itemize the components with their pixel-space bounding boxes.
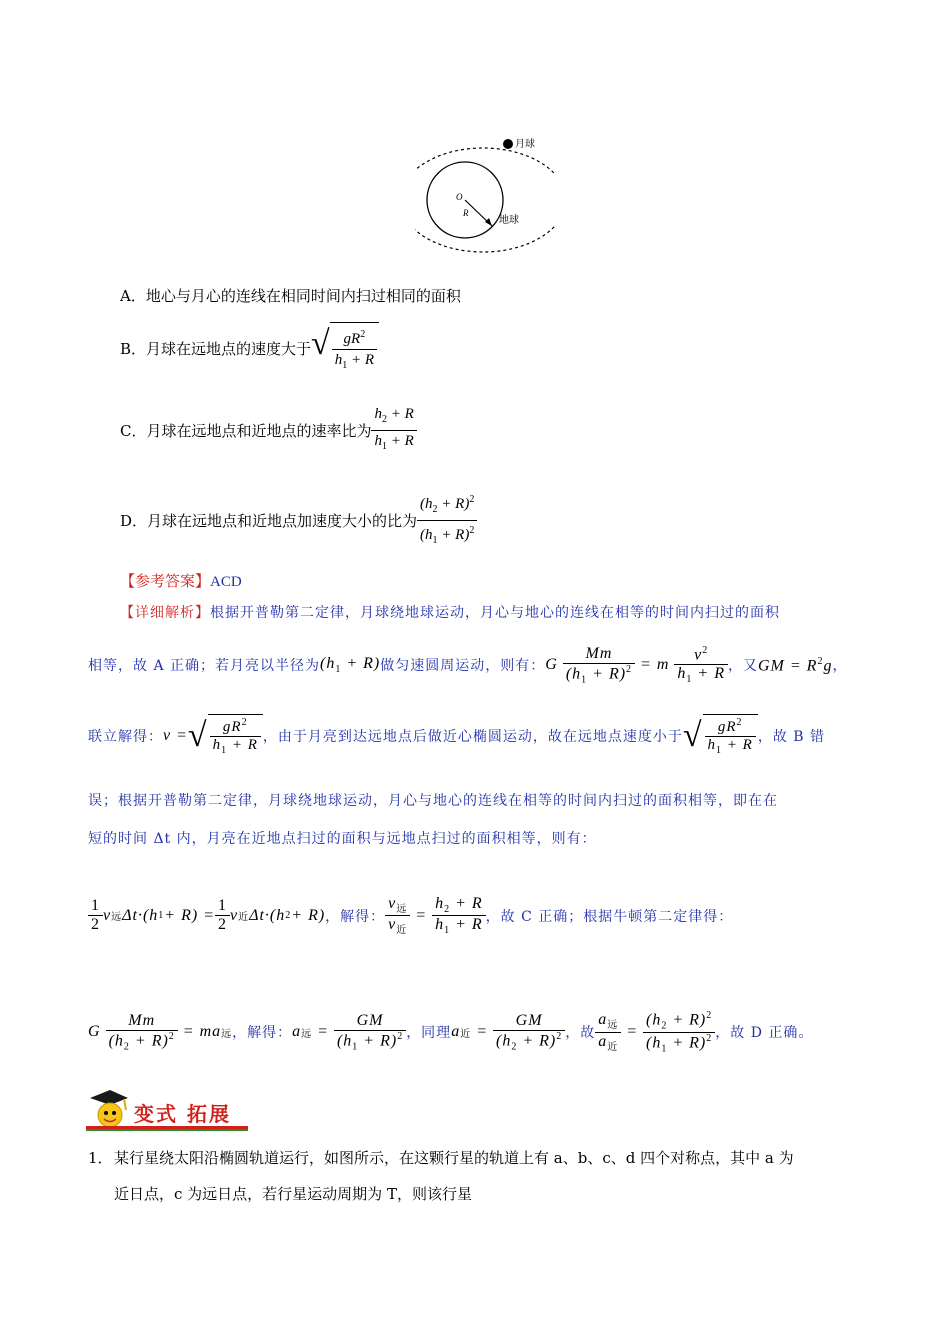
explanation-line-4: 误；根据开普勒第二定律，月球绕地球运动，月心与地心的连线在相等的时间内扫过的面积相等，即在在 xyxy=(88,793,778,809)
orbit-figure xyxy=(415,130,555,255)
option-b-text: B．月球在远地点的速度大于 xyxy=(120,340,312,358)
option-a: A．地心与月心的连线在相同时间内扫过相同的面积 xyxy=(120,287,461,305)
equation-line-2: G $\frac{Mm}{(h_2 + R)^2}$ = ma 远 ，解得： a 远 = $\frac{GM}{(h_1 + R)^2}$ ，同理 a 近 = $\frac{GM}{(h_2 + R)^2}$ ，故 $\frac{a_远}{a_近}$ = $\frac{(h_2 + R)^2}{(h_1 + R)^2}$ ，故 D 正确。 xyxy=(88,1010,814,1055)
explanation-label: 【详细解析】 xyxy=(120,605,210,621)
explanation-line-2: 相等，故 A 正确；若月亮以半径为 $(h_1 + R)$ 做匀速圆周运动，则有： G $\frac{Mm}{(h_1 + R)^2}$ = m $\frac{v^2}{h_1 + R}$ ，又 GM = $R^2g$ ， xyxy=(88,645,848,686)
explanation-line-3: 联立解得： v = √ $\frac{gR^2}{h_1 + R}$ ，由于月亮到达远地点后做近心椭圆运动，故在远地点速度小于 √ $\frac{gR^2}{h_1 + R}$ ，故 B 错 xyxy=(88,714,825,758)
section-title: 变式 拓展 xyxy=(134,1102,231,1126)
section-header xyxy=(86,1088,250,1134)
figure-earth-label: 地球 xyxy=(499,215,519,226)
answer-value: ACD xyxy=(210,574,242,590)
figure-radius-label: R xyxy=(463,208,469,218)
option-b xyxy=(120,322,379,376)
answer-label: 【参考答案】 xyxy=(120,572,211,590)
question-line-1: 某行星绕太阳沿椭圆轨道运行，如图所示，在这颗行星的轨道上有 a、b、c、d 四个对称点，其中 a 为 xyxy=(114,1149,794,1167)
option-c xyxy=(120,404,417,457)
option-d xyxy=(120,490,477,551)
option-d-text: D．月球在远地点和近地点加速度大小的比为 xyxy=(120,511,418,530)
option-d-formula: $\frac{(h_2 + R)^2}{(h_1 + R)^2}$ xyxy=(417,490,477,551)
option-c-formula: $\frac{h_2 + R}{h_1 + R}$ xyxy=(371,404,416,457)
section-underline-green xyxy=(86,1129,248,1131)
explanation-line-1: 【详细解析】根据开普勒第二定律，月球绕地球运动，月心与地心的连线在相等的时间内扫过的面积 xyxy=(120,605,780,621)
equation-line-1: $\frac{1}{2}$ v 远 Δt·(h 1 + R) = $\frac{1}{2}$ v 近 Δt·(h 2 + R) ，解得： $\frac{v_远}{v_近}$ = $\frac{h_2 + R}{h_1 + R}$ ，故 C 正确；根据牛顿第二定律得： xyxy=(88,895,733,936)
explanation-line-5: 短的时间 Δt 内，月亮在近地点扫过的面积与远地点扫过的面积相等，则有： xyxy=(88,831,597,847)
moon-dot xyxy=(503,139,513,149)
figure-center-label: O xyxy=(456,192,463,202)
question-number: 1． xyxy=(88,1149,113,1167)
option-c-text: C．月球在远地点和近地点的速率比为 xyxy=(120,421,372,440)
moon-orbit-ellipse xyxy=(415,148,555,252)
figure-moon-label: 月球 xyxy=(515,139,535,150)
option-b-formula: √ $\frac{gR^2}{h_1 + R}$ xyxy=(311,322,379,376)
question-line-2: 近日点，c 为远日点，若行星运动周期为 T，则该行星 xyxy=(114,1185,472,1203)
reference-answer xyxy=(120,571,242,592)
